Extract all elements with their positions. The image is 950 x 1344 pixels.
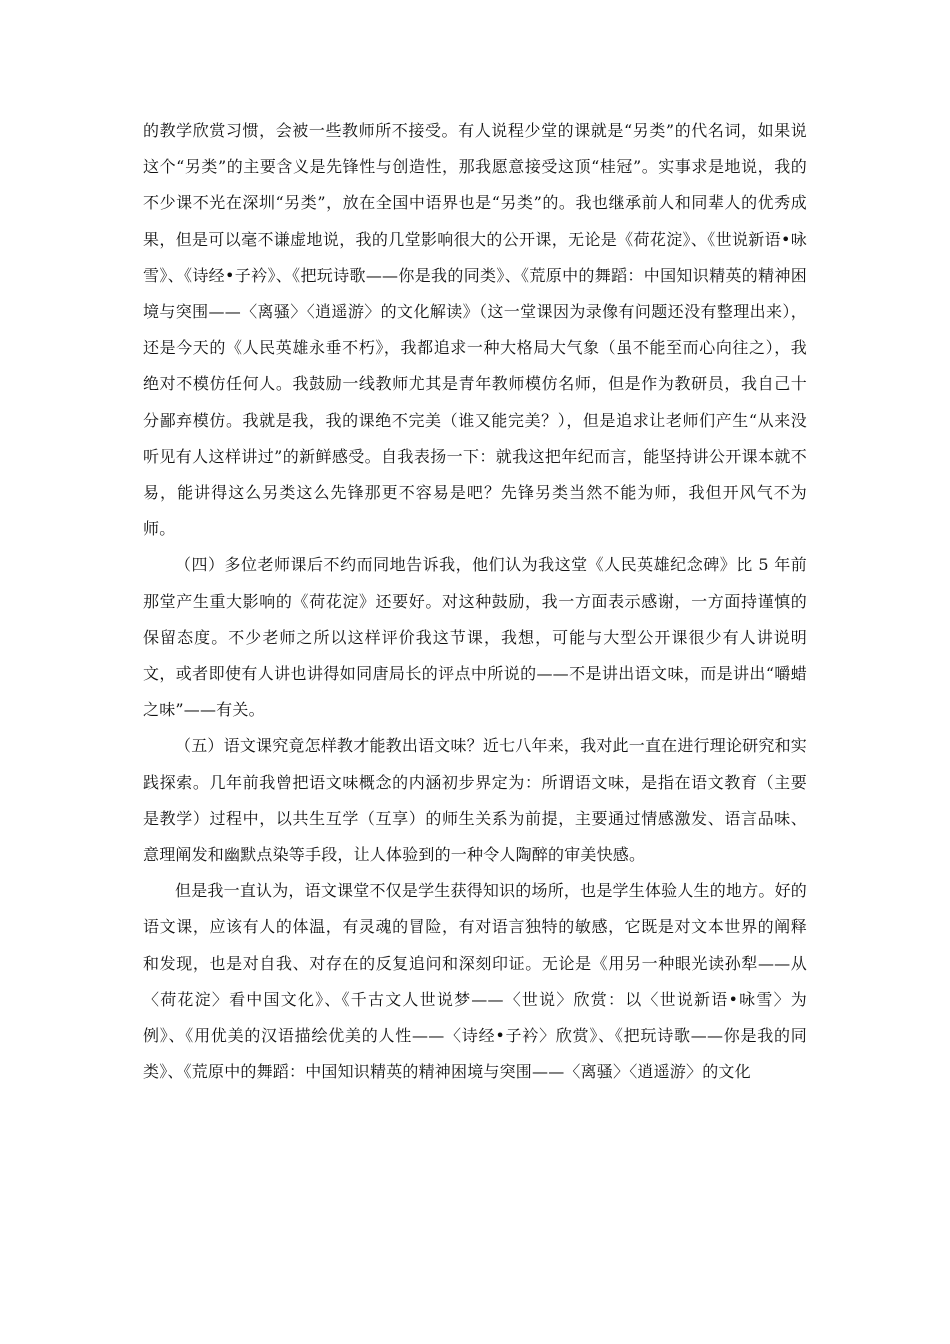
paragraph-section-four: （四）多位老师课后不约而同地告诉我，他们认为我这堂《人民英雄纪念碑》比 5 年前那堂产生重大影响的《荷花淀》还要好。对这种鼓励，我一方面表示感谢，一方面持谨慎的保留态度。不少老师之所以这样评价我这节课，我想，可能与大型公开课很少有人讲说明文，或者即使有人讲也讲得如同唐局长的评点中所说的——不是讲出语文味，而是讲出“嚼蜡之味”——有关。 (143, 555, 807, 720)
paragraph-section-five: （五）语文课究竟怎样教才能教出语文味？近七八年来，我对此一直在进行理论研究和实践探索。几年前我曾把语文味概念的内涵初步界定为：所谓语文味，是指在语文教育（主要是教学）过程中，以共生互学（互享）的师生关系为前提，主要通过情感激发、语言品味、意理阐发和幽默点染等手段，让人体验到的一种令人陶醉的审美快感。 (143, 736, 807, 865)
document-page (143, 113, 807, 1090)
paragraph-classroom-view: 但是我一直认为，语文课堂不仅是学生获得知识的场所，也是学生体验人生的地方。好的语文课，应该有人的体温，有灵魂的冒险，有对语言独特的敏感，它既是对文本世界的阐释和发现，也是对自我、对存在的反复追问和深刻印证。无论是《用另一种眼光读孙犁——从〈荷花淀〉看中国文化》、《千古文人世说梦——〈世说〉欣赏：以〈世说新语•咏雪〉为例》、《用优美的汉语描绘优美的人性——〈诗经•子衿〉欣赏》、《把玩诗歌——你是我的同类》、《荒原中的舞蹈：中国知识精英的精神困境与突围——〈离骚〉〈逍遥游〉的文化 (143, 881, 807, 1082)
paragraph-continuation: 的教学欣赏习惯，会被一些教师所不接受。有人说程少堂的课就是“另类”的代名词，如果说这个“另类”的主要含义是先锋性与创造性，那我愿意接受这顶“桂冠”。实事求是地说，我的不少课不光在深圳“另类”，放在全国中语界也是“另类”的。我也继承前人和同辈人的优秀成果，但是可以毫不谦虚地说，我的几堂影响很大的公开课，无论是《荷花淀》、《世说新语•咏雪》、《诗经•子衿》、《把玩诗歌——你是我的同类》、《荒原中的舞蹈：中国知识精英的精神困境与突围——〈离骚〉〈逍遥游〉的文化解读》（这一堂课因为录像有问题还没有整理出来），还是今天的《人民英雄永垂不朽》，我都追求一种大格局大气象（虽不能至而心向往之），我绝对不模仿任何人。我鼓励一线教师尤其是青年教师模仿名师，但是作为教研员，我自己十分鄙弃模仿。我就是我，我的课绝不完美（谁又能完美？），但是追求让老师们产生“从来没听见有人这样讲过”的新鲜感受。自我表扬一下：就我这把年纪而言，能坚持讲公开课本就不易，能讲得这么另类这么先锋那更不容易是吧？先锋另类当然不能为师，我但开风气不为师。 (143, 121, 807, 539)
